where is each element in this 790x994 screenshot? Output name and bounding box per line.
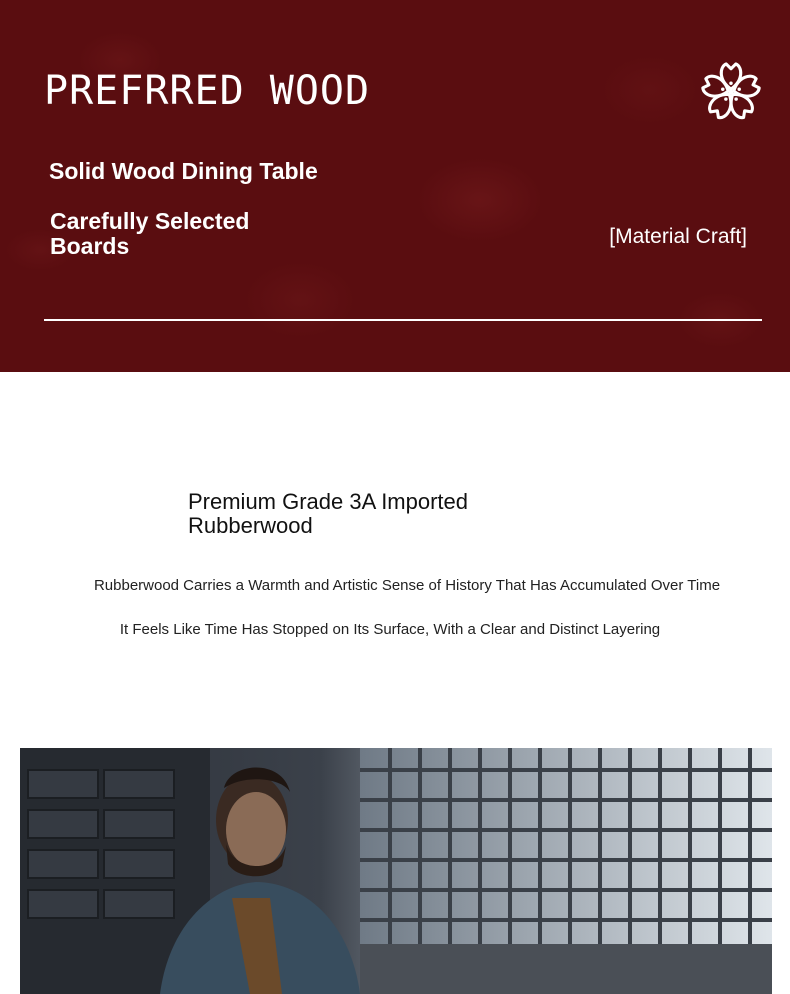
section-tag: [Material Craft]: [609, 225, 747, 248]
intro-description-2: It Feels Like Time Has Stopped on Its Surface, With a Clear and Distinct Layering: [119, 621, 661, 638]
workshop-illustration: [20, 748, 772, 994]
craftsman-photo: [20, 748, 772, 994]
product-subheading: Carefully Selected Boards: [50, 208, 250, 259]
intro-description-1: Rubberwood Carries a Warmth and Artistic Sense of History That Has Accumulated Over Time: [93, 577, 721, 594]
product-heading: Solid Wood Dining Table: [49, 158, 318, 184]
divider-line: [44, 319, 762, 321]
sakura-flower-icon: [700, 62, 762, 122]
brand-title: PREFRRED WOOD: [44, 68, 371, 114]
intro-title: Premium Grade 3A Imported Rubberwood: [188, 489, 469, 538]
hero-banner: [0, 0, 790, 372]
